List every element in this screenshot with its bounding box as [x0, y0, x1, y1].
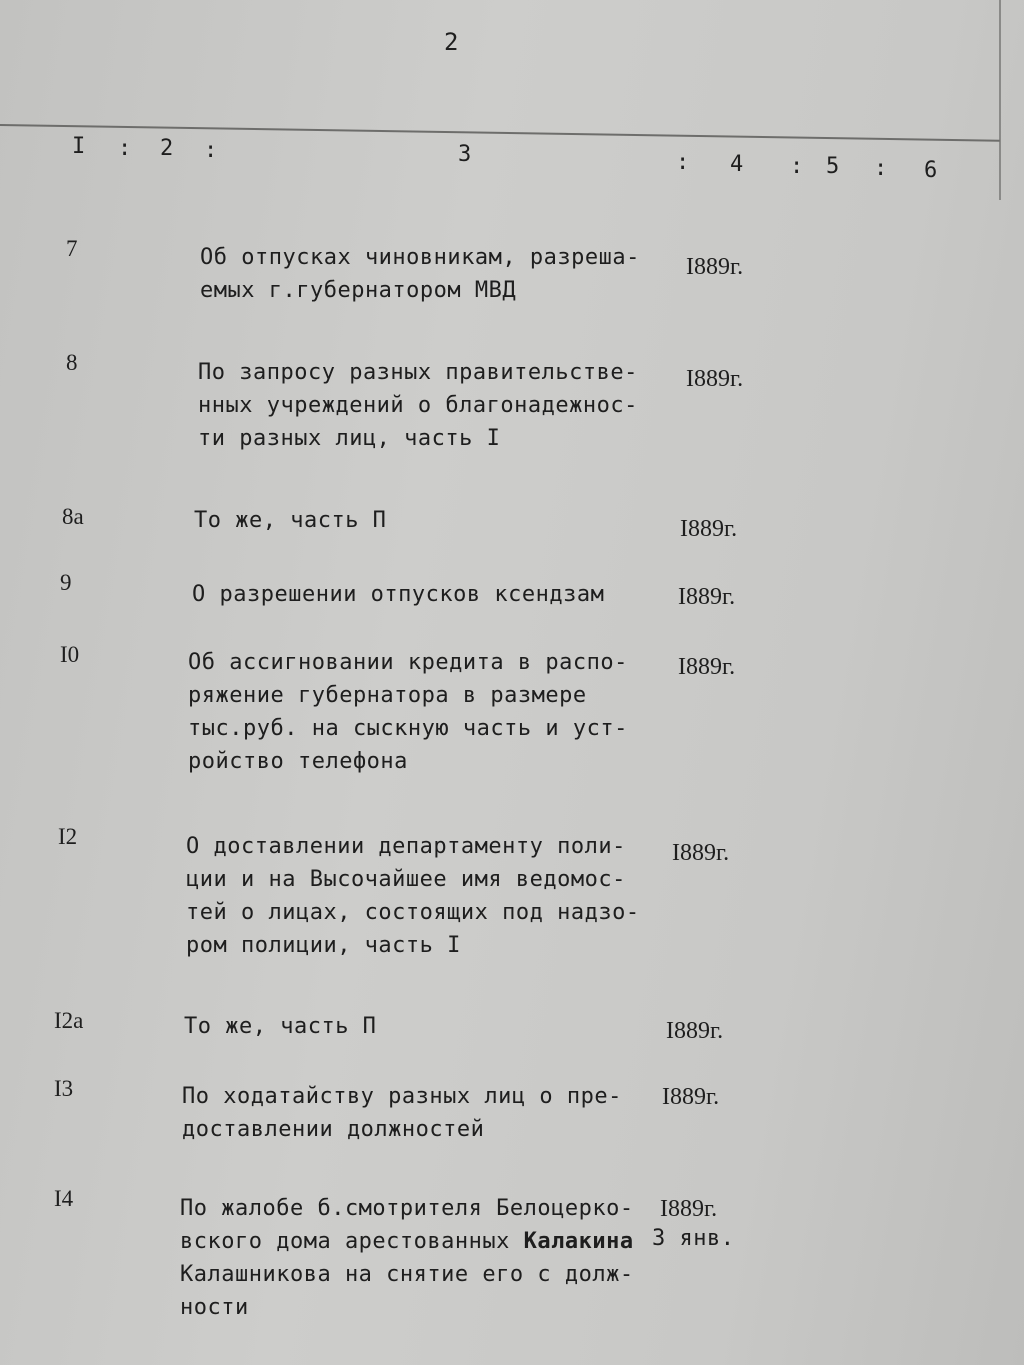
col-2: 2: [160, 136, 174, 161]
col-sep: :: [118, 136, 132, 161]
title-line: ром полиции, часть I: [186, 933, 461, 958]
entry-number: 9: [60, 570, 72, 595]
entry-number: I4: [54, 1186, 74, 1211]
title-line: доставлении должностей: [182, 1117, 485, 1142]
entry-number: I2а: [54, 1008, 84, 1033]
title-line: ряжение губернатора в размере: [188, 683, 587, 708]
title-line: О доставлении департаменту поли-: [186, 834, 626, 859]
entry-date: I889г.: [680, 516, 738, 542]
title-line: емых г.губернатором МВД: [200, 278, 517, 303]
page-number: 2: [444, 28, 459, 56]
entry-date: I889г.: [660, 1196, 718, 1222]
entry-date: I889г.: [686, 366, 744, 392]
col-6: 6: [924, 158, 938, 183]
entry-number: 8: [66, 350, 78, 375]
entry-title: [200, 241, 640, 307]
entry-date: I889г.: [672, 840, 730, 866]
struck-out-word: Калакина: [523, 1229, 634, 1254]
col-5: 5: [826, 154, 840, 179]
title-line: тей о лицах, состоящих под надзо-: [186, 900, 640, 925]
col-4: 4: [730, 152, 744, 177]
col-sep: :: [874, 156, 888, 181]
entry-title: [180, 1192, 634, 1324]
title-line: О разрешении отпусков ксендзам: [192, 582, 605, 607]
entry-date: I889г.: [678, 654, 736, 680]
title-line: По ходатайству разных лиц о пре-: [182, 1084, 622, 1109]
title-line: Об ассигновании кредита в распо-: [188, 650, 628, 675]
title-line: То же, часть П: [194, 508, 387, 533]
title-line: По жалобе б.смотрителя Белоцерко-: [180, 1196, 634, 1221]
entry-date-day: 3 янв.: [652, 1226, 735, 1251]
entry-number: I3: [54, 1076, 74, 1101]
col-1: I: [72, 134, 86, 159]
entry-number: I0: [60, 642, 80, 667]
entry-title: [194, 504, 386, 537]
title-line: То же, часть П: [184, 1014, 377, 1039]
title-line: вского дома арестованных: [180, 1229, 510, 1254]
col-3: 3: [458, 142, 472, 167]
title-line: ции и на Высочайшее имя ведомос-: [186, 867, 626, 892]
entry-number: 7: [66, 236, 78, 261]
col-sep: :: [204, 138, 218, 163]
entry-date: I889г.: [686, 254, 744, 280]
entry-title: [186, 830, 640, 962]
title-line: ройство телефона: [188, 749, 408, 774]
entry-title: [198, 356, 638, 455]
entry-number: 8а: [62, 504, 84, 529]
entry-title: [188, 646, 628, 778]
entry-number: I2: [58, 824, 78, 849]
col-sep: :: [676, 150, 690, 175]
title-line: тыс.руб. на сыскную часть и уст-: [188, 716, 628, 741]
title-line: ности: [180, 1295, 249, 1320]
title-line: Калашникова на снятие его с долж-: [180, 1262, 634, 1287]
title-line: По запросу разных правительстве-: [198, 360, 638, 385]
entry-title: [184, 1010, 376, 1043]
entry-date: I889г.: [666, 1018, 724, 1044]
entry-date: I889г.: [678, 584, 736, 610]
header-rule: [0, 124, 1000, 142]
entry-title: [182, 1080, 622, 1146]
col-sep: :: [790, 154, 804, 179]
right-margin-line: [999, 0, 1001, 200]
title-line: Об отпусках чиновникам, разреша-: [200, 245, 640, 270]
title-line: нных учреждений о благонадежнос-: [198, 393, 638, 418]
title-line: ти разных лиц, часть I: [198, 426, 501, 451]
entry-date: I889г.: [662, 1084, 720, 1110]
entry-title: [192, 578, 604, 611]
